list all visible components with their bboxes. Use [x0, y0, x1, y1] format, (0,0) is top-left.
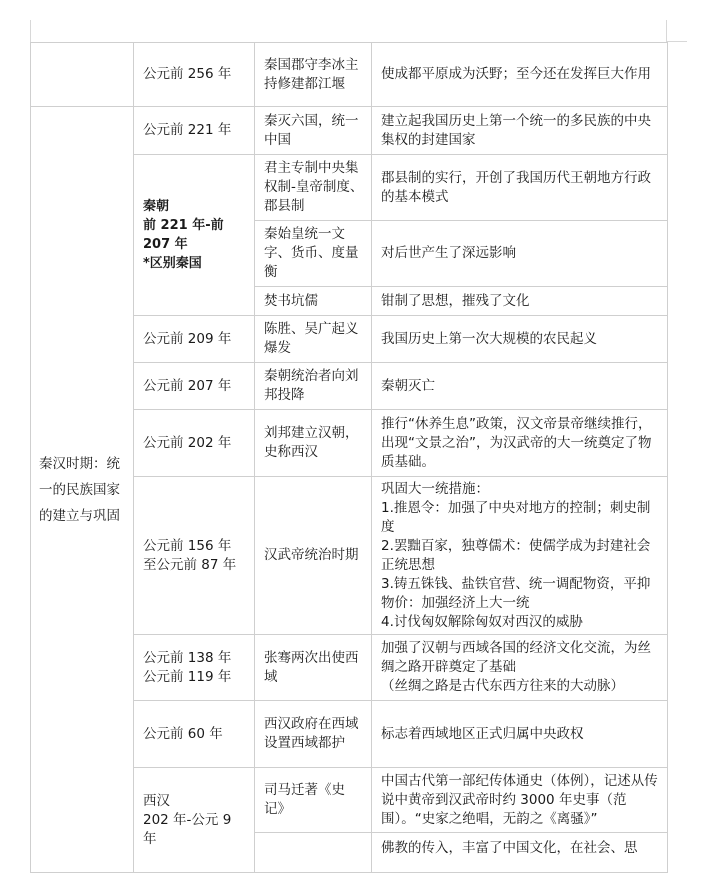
event-cell: 秦灭六国，统一中国 [255, 107, 372, 155]
event-cell: 君主专制中央集权制-皇帝制度、郡县制 [255, 155, 372, 221]
significance-cell: 加强了汉朝与西域各国的经济文化交流，为丝绸之路开辟奠定了基础 （丝绸之路是古代东西方往来的大动脉） [372, 635, 668, 701]
date-cell: 公元前 138 年 公元前 119 年 [134, 635, 255, 701]
event-cell: 秦国郡守李冰主持修建都江堰 [255, 43, 372, 107]
qin-title: 秦朝 [143, 199, 170, 214]
significance-cell: 佛教的传入，丰富了中国文化，在社会、思 [372, 833, 668, 873]
qin-dynasty-cell [134, 155, 255, 316]
page-corner-mark [30, 20, 31, 42]
period-cell [31, 107, 134, 873]
significance-cell: 我国历史上第一次大规模的农民起义 [372, 316, 668, 363]
event-cell: 秦始皇统一文字、货币、度量衡 [255, 221, 372, 287]
date-cell: 公元前 221 年 [134, 107, 255, 155]
table-row [31, 107, 668, 155]
event-cell: 刘邦建立汉朝，史称西汉 [255, 410, 372, 477]
event-cell: 张骞两次出使西域 [255, 635, 372, 701]
significance-cell: 建立起我国历史上第一个统一的多民族的中央集权的封建国家 [372, 107, 668, 155]
significance-cell: 秦朝灭亡 [372, 363, 668, 410]
significance-cell: 标志着西域地区正式归属中央政权 [372, 701, 668, 768]
page-corner-mark [666, 20, 667, 42]
period-cell-previous [31, 43, 134, 107]
event-cell: 陈胜、吴广起义爆发 [255, 316, 372, 363]
date-cell: 公元前 209 年 [134, 316, 255, 363]
date-cell: 公元前 256 年 [134, 43, 255, 107]
period-label: 秦汉时期：统一的民族国家的建立与巩固 [39, 455, 120, 524]
event-cell: 司马迁著《史记》 [255, 768, 372, 833]
event-cell: 西汉政府在西域设置西域都护 [255, 701, 372, 768]
significance-cell: 对后世产生了深远影响 [372, 221, 668, 287]
table-row [31, 43, 668, 107]
qin-dates: 前 221 年-前 207 年 [143, 218, 224, 252]
event-cell [255, 833, 372, 873]
date-cell: 公元前 207 年 [134, 363, 255, 410]
qin-note: *区别秦国 [143, 256, 202, 271]
date-cell: 公元前 202 年 [134, 410, 255, 477]
event-cell: 焚书坑儒 [255, 287, 372, 316]
event-cell: 秦朝统治者向刘邦投降 [255, 363, 372, 410]
date-cell: 公元前 60 年 [134, 701, 255, 768]
date-cell: 公元前 156 年至公元前 87 年 [134, 477, 255, 635]
significance-cell: 郡县制的实行，开创了我国历代王朝地方行政的基本模式 [372, 155, 668, 221]
significance-cell: 推行“休养生息”政策，汉文帝景帝继续推行，出现“文景之治”，为汉武帝的大一统奠定了物质基础。 [372, 410, 668, 477]
page-corner-mark [667, 41, 687, 42]
history-table [30, 42, 668, 873]
significance-cell: 使成都平原成为沃野；至今还在发挥巨大作用 [372, 43, 668, 107]
western-han-cell: 西汉 202 年-公元 9 年 [134, 768, 255, 873]
significance-cell: 中国古代第一部纪传体通史（体例），记述从传说中黄帝到汉武帝时约 3000 年史事（范围）。“史家之绝唱，无韵之《离骚》” [372, 768, 668, 833]
significance-cell: 巩固大一统措施： 1.推恩令：加强了中央对地方的控制；刺史制度 2.罢黜百家，独尊儒术：使儒学成为封建社会正统思想 3.铸五铢钱、盐铁官营、统一调配物资，平抑物价：加强经济上大一统 4.讨伐匈奴解除匈奴对西汉的威胁 [372, 477, 668, 635]
significance-cell: 钳制了思想，摧残了文化 [372, 287, 668, 316]
event-cell: 汉武帝统治时期 [255, 477, 372, 635]
